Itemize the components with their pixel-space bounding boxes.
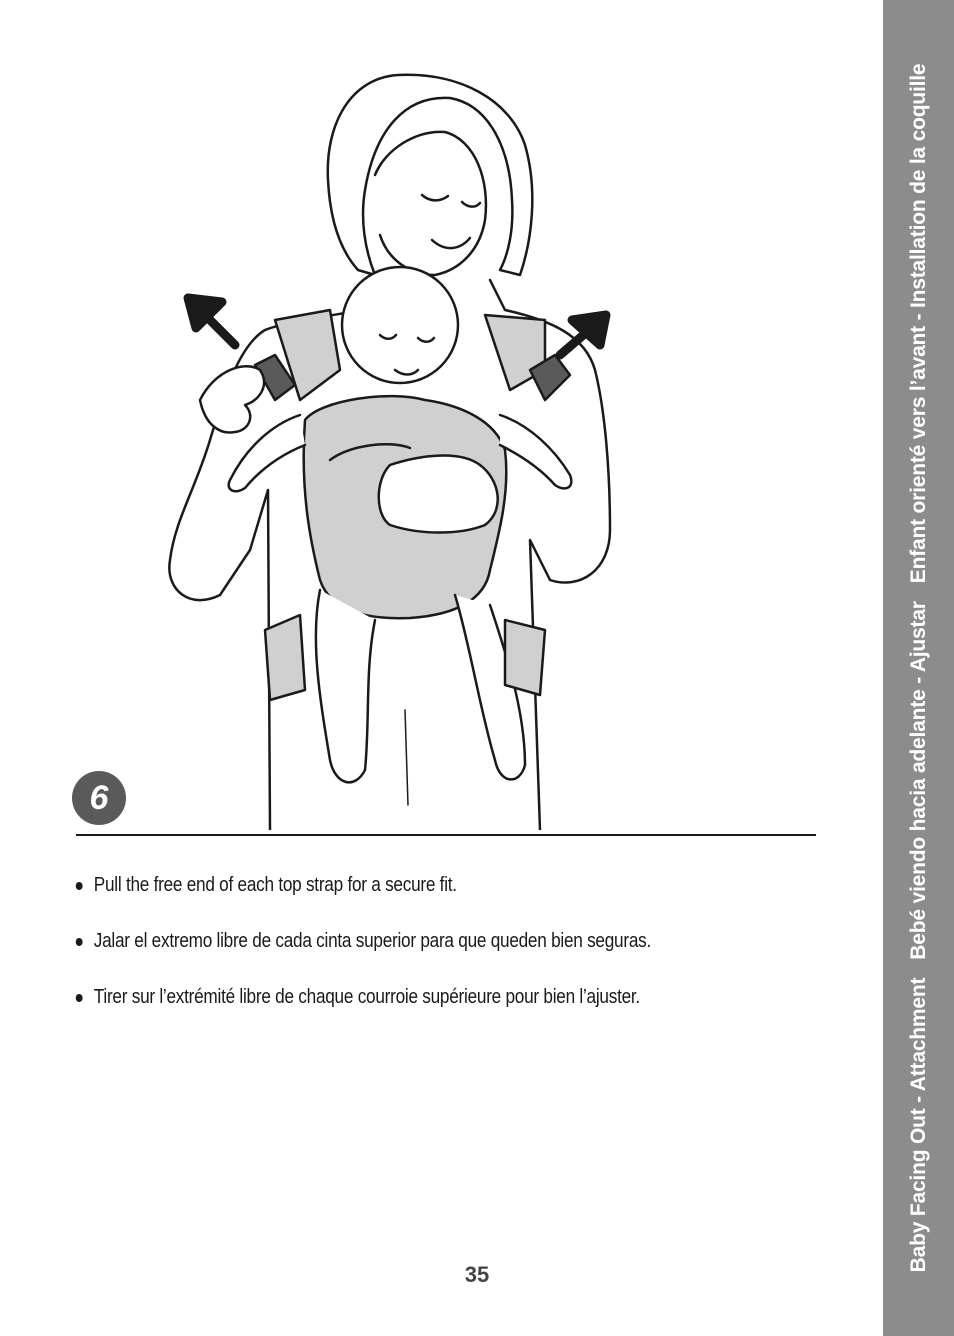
eye-right	[462, 202, 480, 207]
hair-outline	[328, 75, 533, 275]
baby-head	[342, 267, 458, 383]
baby-right-arm	[500, 415, 571, 488]
sidebar-title	[907, 64, 931, 1273]
instruction-list	[74, 870, 854, 1038]
instruction-fr: Tirer sur l’extrémité libre de chaque courroie supérieure pour bien l’ajuster.	[74, 982, 745, 1012]
sidebar-title-fr: Enfant orienté vers l’avant - Installation de la coquille	[906, 63, 930, 584]
woman-right-hand	[379, 456, 498, 533]
page-number: 35	[464, 1262, 490, 1287]
carrier-illustration	[160, 70, 630, 830]
waist-belt-right	[505, 620, 545, 695]
step-number-badge: 6	[72, 771, 126, 825]
waist-belt-left	[265, 615, 305, 700]
sidebar-title-en: Baby Facing Out - Attachment	[906, 977, 930, 1273]
sidebar-title-es: Bebé viendo hacia adelante - Ajustar	[906, 601, 930, 960]
instruction-es: Jalar el extremo libre de cada cinta superior para que queden bien seguras.	[74, 926, 745, 956]
eye-left	[422, 195, 448, 200]
sidebar-band	[883, 0, 954, 1336]
mouth	[432, 238, 470, 248]
pants-center-line	[405, 710, 408, 805]
woman-left-hand	[200, 366, 264, 432]
arrow-left	[188, 298, 235, 345]
face-outline	[375, 132, 486, 275]
divider-rule	[76, 834, 816, 836]
baby-left-leg	[316, 590, 375, 782]
instruction-en: Pull the free end of each top strap for a secure fit.	[74, 870, 745, 900]
